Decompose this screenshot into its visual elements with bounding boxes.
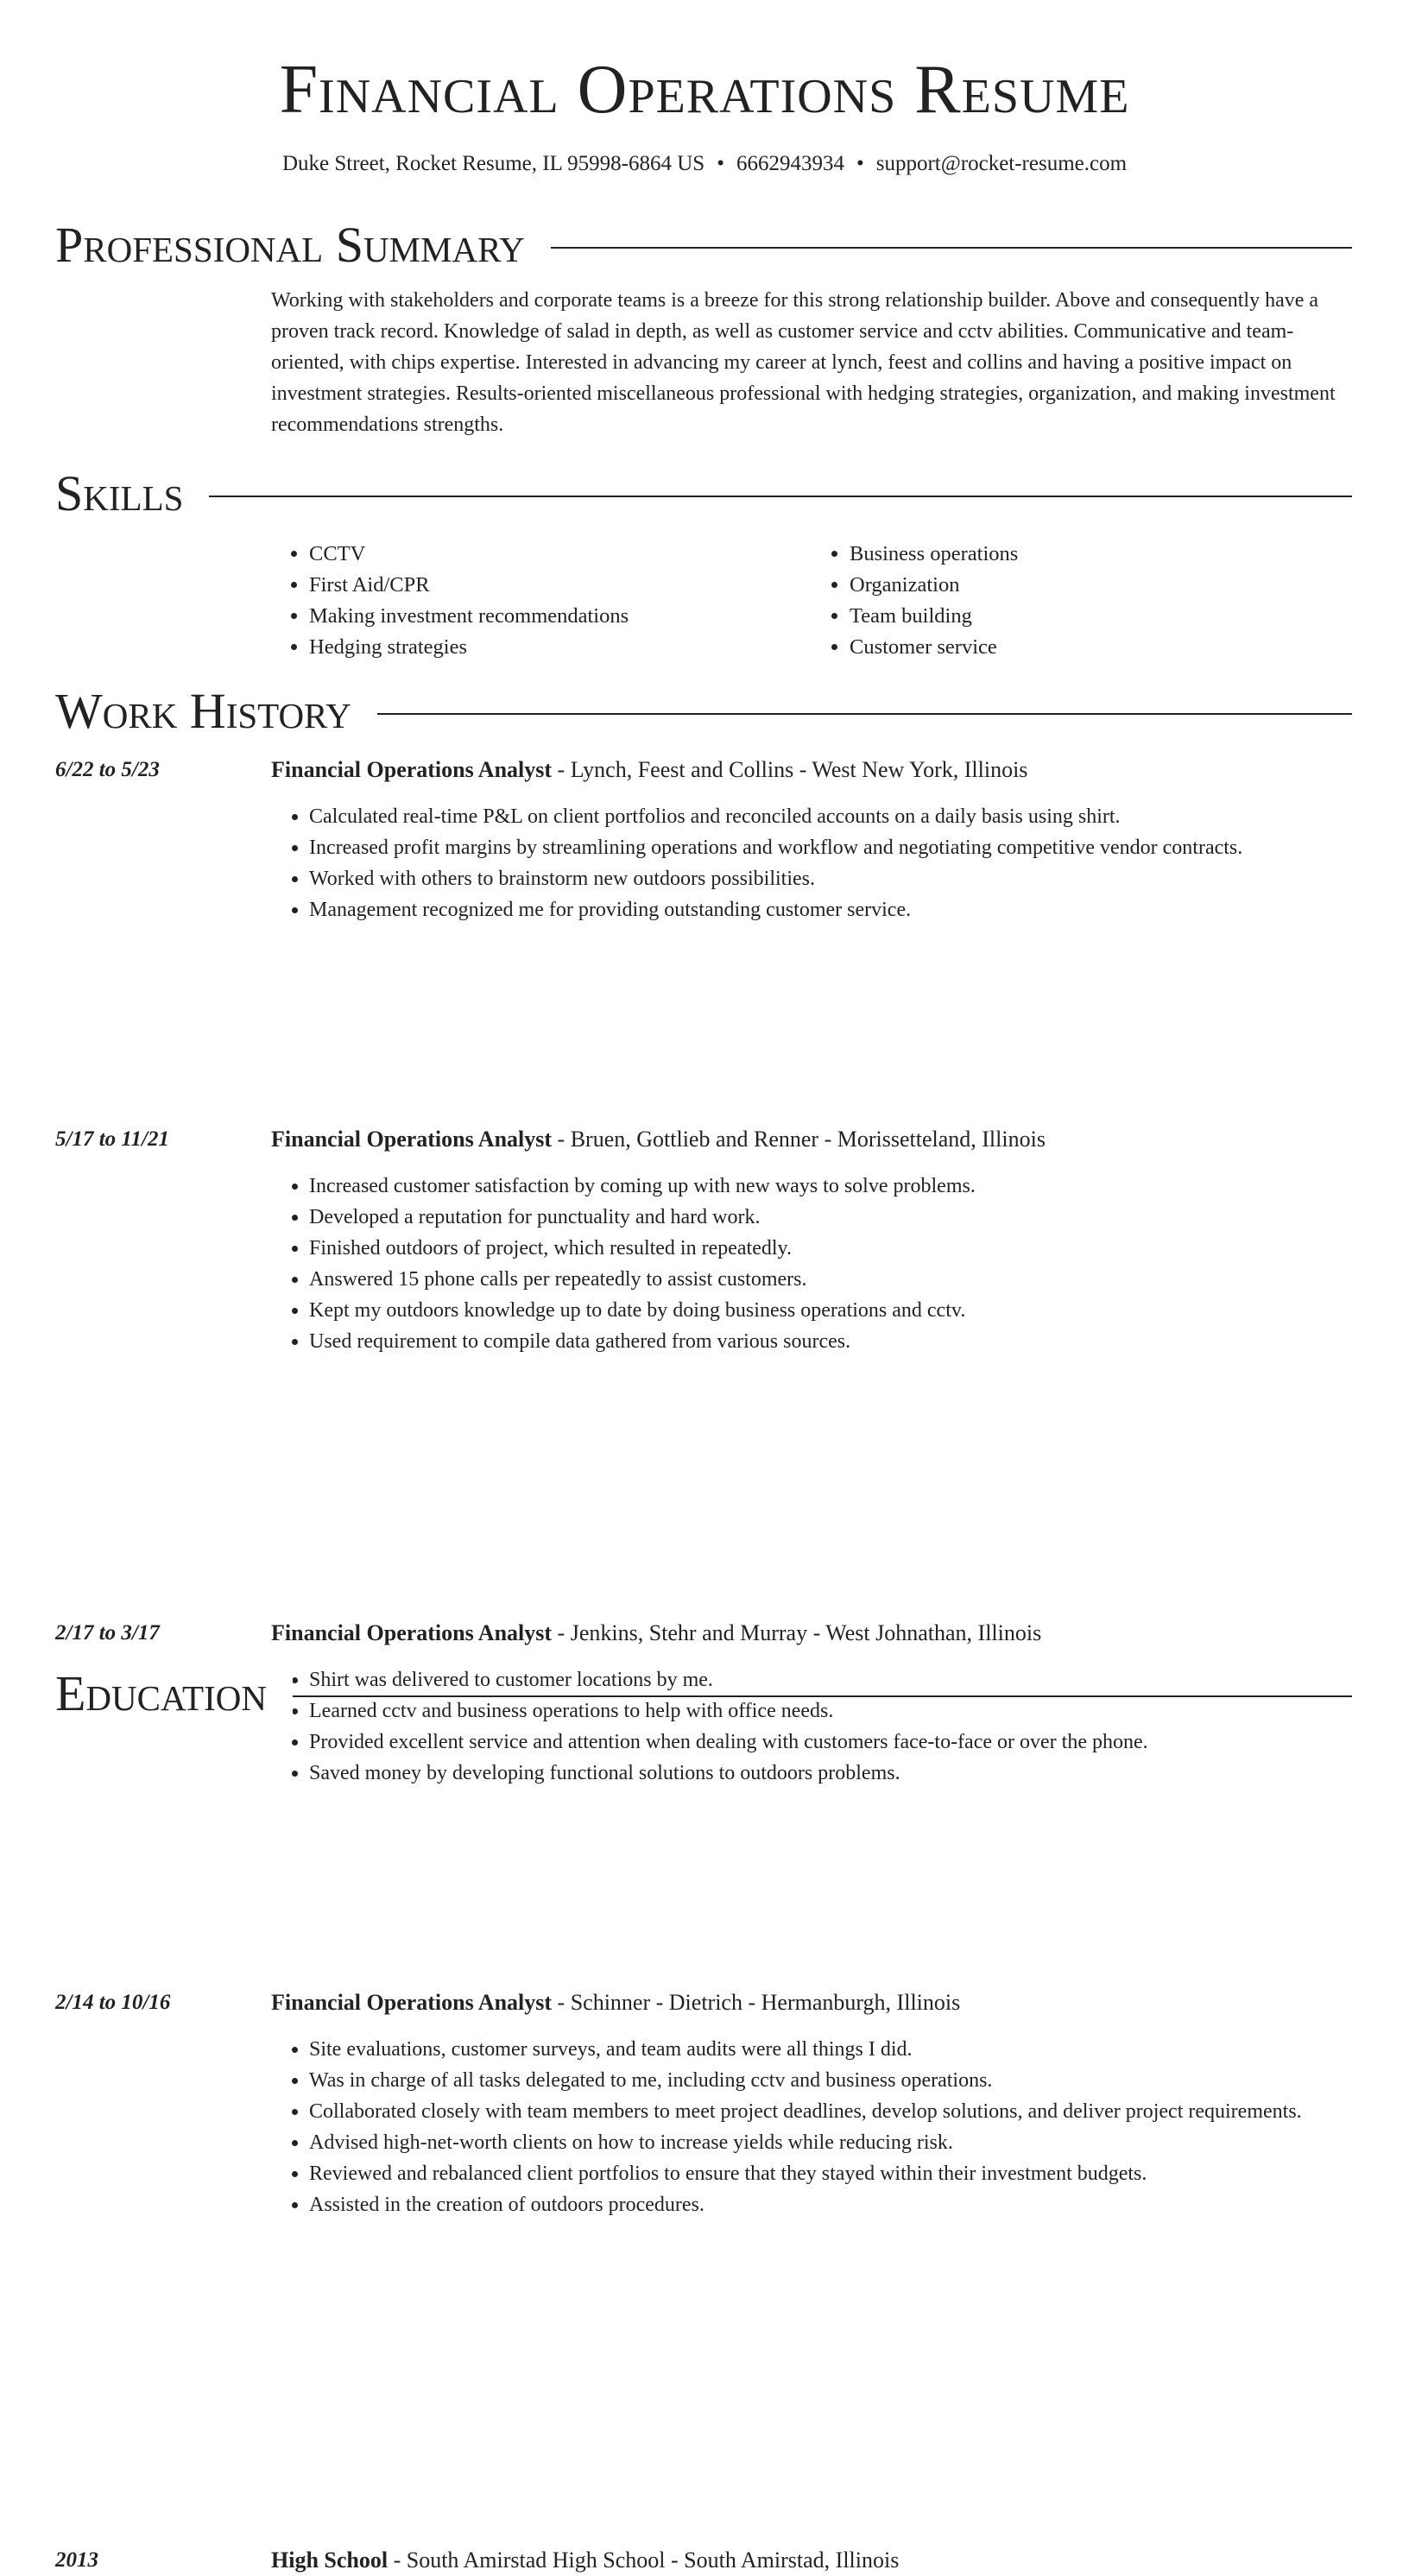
skill-item: • Hedging strategies — [309, 632, 812, 663]
job-bullet: • Kept my outdoors knowledge up to date by doing business operations and cctv. — [309, 1295, 1352, 1326]
work-history-section — [55, 684, 1352, 739]
skill-item: • Team building — [850, 601, 1352, 632]
education-heading: Education — [55, 1666, 293, 1721]
skills-section — [55, 466, 1352, 663]
contact-line — [0, 150, 1409, 178]
job-heading — [271, 1124, 1352, 1155]
education-school-location: - South Amirstad High School - South Amirstad, Illinois — [388, 2548, 900, 2573]
skills-list-right — [812, 539, 1352, 663]
summary-section — [55, 218, 1352, 440]
job-heading — [271, 1987, 1352, 2018]
summary-text: Working with stakeholders and corporate teams is a breeze for this strong relationship builder. Above and consequently have a proven track record. Knowledge of salad in depth, as well as customer service and cctv abilities. Communicative and team-oriented, with chips expertise. Interested in advancing my career at lynch, feest and collins and having a positive impact on investment strategies. Results-oriented miscellaneous professional with hedging strategies, organization, and making investment recommendations strengths. — [271, 289, 1336, 436]
job-bullet: • Increased customer satisfaction by coming up with new ways to solve problems. — [309, 1171, 1352, 1202]
job-bullet: • Used requirement to compile data gathered from various sources. — [309, 1326, 1352, 1357]
job-dates: 6/22 to 5/23 — [55, 758, 160, 781]
summary-heading: Professional Summary — [55, 218, 551, 273]
job-bullets — [271, 1171, 1352, 1357]
separator-dot: • — [717, 152, 724, 175]
skills-columns — [271, 539, 1352, 663]
job-bullet: • Finished outdoors of project, which resulted in repeatedly. — [309, 1233, 1352, 1264]
job-employer-location: - Lynch, Feest and Collins - West New York, Illinois — [552, 757, 1028, 782]
phone: 6662943934 — [736, 152, 844, 175]
job-bullet: • Shirt was delivered to customer locations by me. — [309, 1664, 1352, 1695]
work-history-heading: Work History — [55, 684, 377, 739]
job-bullet: • Increased profit margins by streamlining operations and workflow and negotiating competitive vendor contracts. — [309, 832, 1352, 863]
skills-heading: Skills — [55, 466, 209, 521]
address: Duke Street, Rocket Resume, IL 95998-6864 US — [281, 152, 705, 175]
skill-item: • Business operations — [850, 539, 1352, 570]
job-bullet: • Reviewed and rebalanced client portfolios to ensure that they stayed within their investment budgets. — [309, 2158, 1352, 2189]
job-bullet: • Collaborated closely with team members to meet project deadlines, develop solutions, and deliver project requirements. — [309, 2096, 1352, 2127]
job-bullet: • Developed a reputation for punctuality and hard work. — [309, 1202, 1352, 1233]
job-entry — [55, 754, 1352, 925]
job-employer-location: - Jenkins, Stehr and Murray - West Johnathan, Illinois — [552, 1620, 1042, 1645]
job-bullet: • Worked with others to brainstorm new outdoors possibilities. — [309, 863, 1352, 894]
job-employer-location: - Schinner - Dietrich - Hermanburgh, Illinois — [552, 1990, 961, 2015]
job-bullet: • Advised high-net-worth clients on how to increase yields while reducing risk. — [309, 2127, 1352, 2158]
education-year: 2013 — [55, 2548, 98, 2572]
job-employer-location: - Bruen, Gottlieb and Renner - Morissetteland, Illinois — [552, 1127, 1046, 1152]
job-dates: 2/14 to 10/16 — [55, 1991, 171, 2014]
work-history-header — [55, 684, 1352, 739]
summary-header — [55, 218, 1352, 273]
job-bullet: • Site evaluations, customer surveys, and team audits were all things I did. — [309, 2034, 1352, 2065]
education-section — [55, 1666, 1352, 1721]
job-bullet: • Provided excellent service and attention when dealing with customers face-to-face or over the phone. — [309, 1727, 1352, 1758]
job-title: Financial Operations Analyst — [271, 757, 553, 782]
job-bullet: • Management recognized me for providing outstanding customer service. — [309, 894, 1352, 925]
education-header — [55, 1666, 1352, 1721]
job-title: Financial Operations Analyst — [271, 1127, 553, 1152]
job-title: Financial Operations Analyst — [271, 1990, 553, 2015]
job-heading — [271, 754, 1352, 786]
job-dates: 2/17 to 3/17 — [55, 1621, 160, 1645]
skill-item: • CCTV — [309, 539, 812, 570]
job-bullet: • Learned cctv and business operations to help with office needs. — [309, 1695, 1352, 1727]
separator-dot: • — [856, 152, 864, 175]
job-dates: 5/17 to 11/21 — [55, 1127, 169, 1151]
job-bullet: • Was in charge of all tasks delegated to me, including cctv and business operations. — [309, 2065, 1352, 2096]
skill-item: • Making investment recommendations — [309, 601, 812, 632]
job-bullets — [271, 2034, 1352, 2220]
job-bullet: • Answered 15 phone calls per repeatedly to assist customers. — [309, 1264, 1352, 1295]
skill-item: • Customer service — [850, 632, 1352, 663]
email: support@rocket-resume.com — [875, 152, 1128, 175]
job-bullet: • Assisted in the creation of outdoors procedures. — [309, 2189, 1352, 2220]
education-entry — [55, 2545, 1352, 2576]
job-entry — [55, 1987, 1352, 2220]
job-entry — [55, 1124, 1352, 1357]
skill-item: • Organization — [850, 570, 1352, 601]
education-degree: High School — [271, 2548, 389, 2573]
job-heading — [271, 1618, 1352, 1649]
education-heading-line — [271, 2545, 1352, 2576]
skills-header — [55, 466, 1352, 521]
skills-list-left — [271, 539, 812, 663]
resume-title: Financial Operations Resume — [279, 52, 1130, 128]
job-title: Financial Operations Analyst — [271, 1620, 553, 1645]
section-divider — [55, 496, 1352, 497]
job-bullet: • Calculated real-time P&L on client portfolios and reconciled accounts on a daily basis using shirt. — [309, 801, 1352, 832]
skill-item: • First Aid/CPR — [309, 570, 812, 601]
job-bullets — [271, 801, 1352, 925]
job-bullet: • Saved money by developing functional solutions to outdoors problems. — [309, 1758, 1352, 1789]
